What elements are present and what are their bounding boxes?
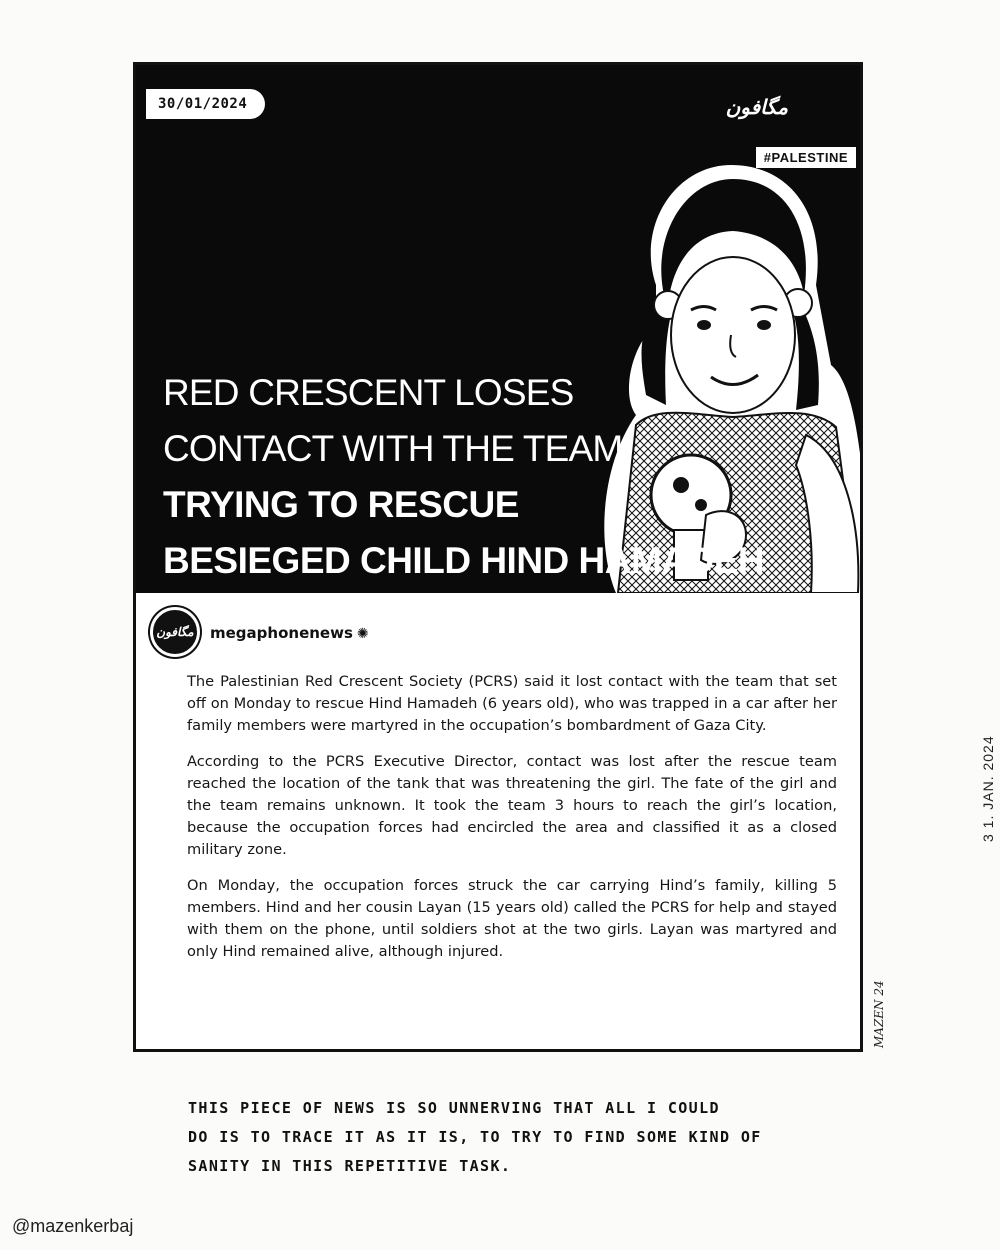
artist-signature: MAZEN 24 (872, 980, 886, 1048)
paragraph-1: The Palestinian Red Crescent Society (PCRS) said it lost contact with the team that set off on Monday to rescue Hind Hamadeh (6 years old), who was trapped in a car after her family members were martyred in the occupation’s bombardment of Gaza City. (187, 673, 837, 734)
note-line-3: SANITY IN THIS REPETITIVE TASK. (188, 1157, 512, 1175)
note-line-1: THIS PIECE OF NEWS IS SO UNNERVING THAT ALL I COULD (188, 1099, 720, 1117)
paragraph-3: On Monday, the occupation forces struck the car carrying Hind’s family, killing 5 members. Hind and her cousin Layan (15 years old) called the PCRS for help and stayed with them on the phone, until soldiers shot at the two girls. Layan was martyred and only Hind remained alive, although injured. (187, 877, 837, 960)
card-header (136, 65, 860, 593)
date-pill: 30/01/2024 (146, 89, 265, 119)
headline-line-3: TRYING TO RESCUE (163, 484, 519, 525)
news-card (133, 62, 863, 1052)
headline-line-4: BESIEGED CHILD HIND HAMADEH (163, 540, 765, 581)
paragraph-2: According to the PCRS Executive Director, contact was lost after the rescue team reached the location of the tank that was threatening the girl. The fate of the girl and the team remains unknown. It took the team 3 hours to reach the girl’s location, because the occupation forces had encircled the area and classified it as a closed military zone. (187, 753, 837, 858)
stamp-date: 3 1. JAN. 2024 (980, 735, 996, 842)
verified-badge-icon: ✺ (356, 625, 369, 642)
author-credit: @mazenkerbaj (12, 1216, 134, 1236)
headline-line-2: CONTACT WITH THE TEAM (163, 428, 623, 469)
megaphone-logo: مگافون (725, 95, 788, 119)
avatar[interactable] (150, 607, 200, 657)
note-line-2: DO IS TO TRACE IT AS IT IS, TO TRY TO FIND SOME KIND OF (188, 1128, 762, 1146)
headline (163, 365, 803, 589)
post-header (150, 607, 369, 657)
hashtag-badge: #PALESTINE (756, 147, 856, 168)
account-handle[interactable]: megaphonenews (210, 623, 353, 642)
avatar-logo: مگافون (156, 625, 194, 639)
handwritten-note (188, 1094, 838, 1181)
post-body (187, 671, 837, 977)
headline-line-1: RED CRESCENT LOSES (163, 372, 574, 413)
